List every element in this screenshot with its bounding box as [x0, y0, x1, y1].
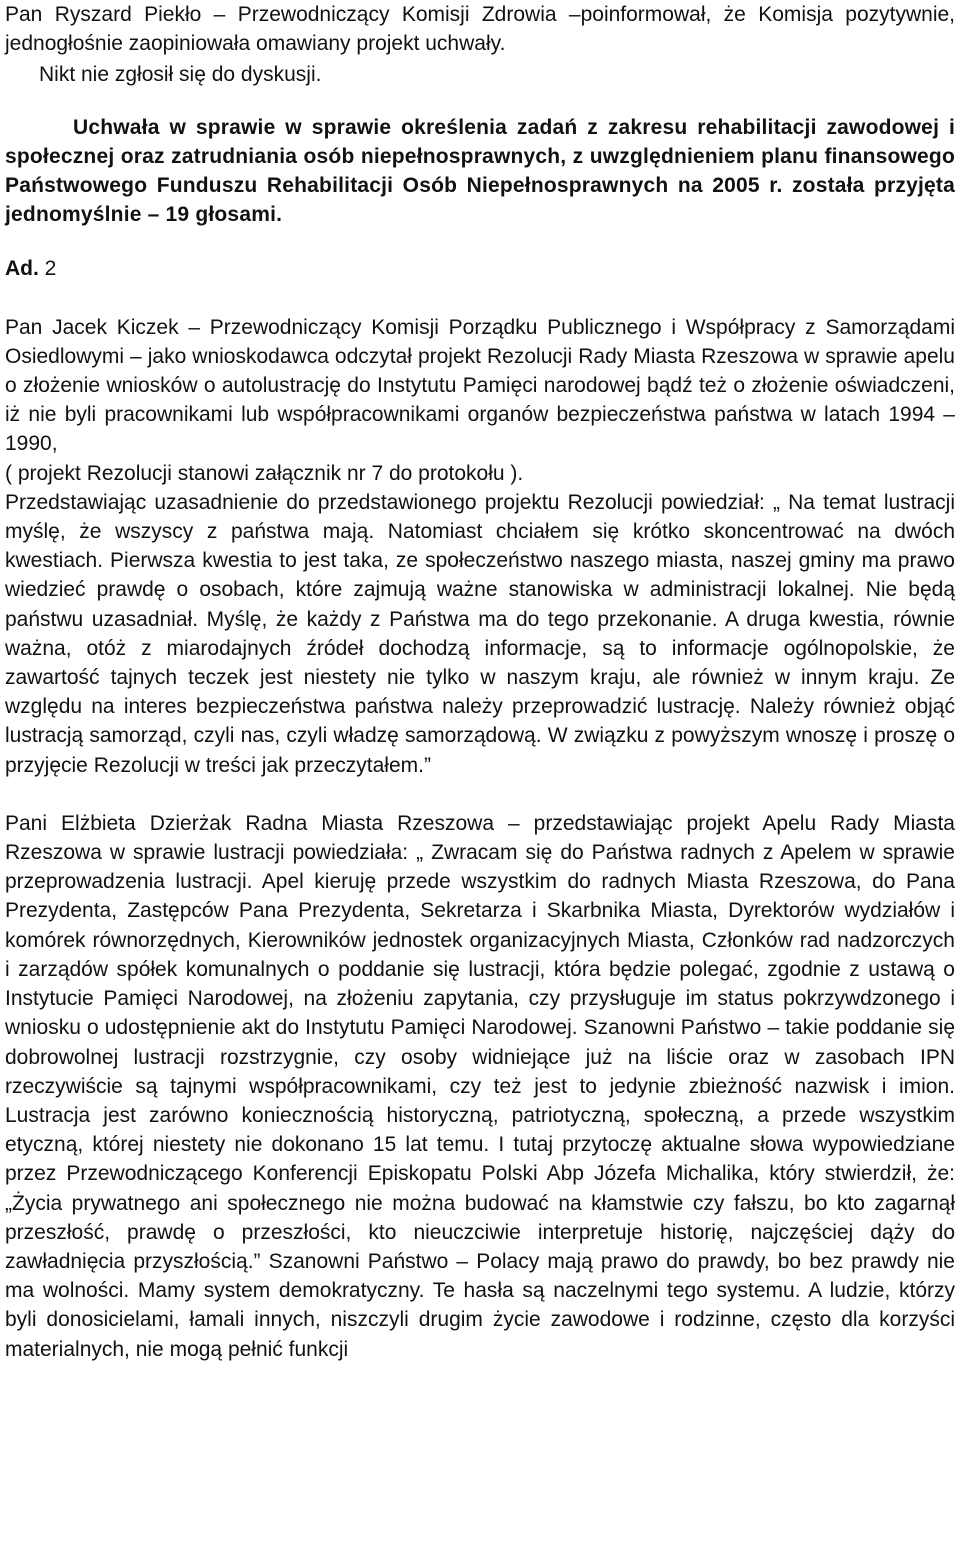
resolution-adopted-text: Uchwała w sprawie w sprawie określenia zadań z zakresu rehabilitacji zawodowej i społecznej oraz zatrudniania osób niepełnosprawnych, z uwzględnieniem planu finansowego Państwowego Funduszu Rehabilitacji Osób Niepełnosprawnych na 2005 r. została przyjęta jednomyślnie – 19 głosami. — [5, 115, 955, 227]
agenda-item-heading — [5, 254, 955, 283]
paragraph-no-discussion: Nikt nie zgłosił się do dyskusji. — [39, 63, 322, 87]
agenda-item-label: Ad. — [5, 257, 39, 281]
document-page — [5, 0, 955, 1364]
agenda-item-number: 2 — [44, 257, 57, 281]
paragraph-appeal-speech: Pani Elżbieta Dzierżak Radna Miasta Rzeszowa – przedstawiając projekt Apelu Rady Miasta Rzeszowa w sprawie lustracji powiedziała: „ Zwracam się do Państwa radnych z Apelem w sprawie przeprowadzenia lustracji. Apel kieruję przede wszystkim do radnych Miasta Rzeszowa, do Pana Prezydenta, Zastępców Pana Prezydenta, Sekretarza i Skarbnika Miasta, Dyrektorów wydziałów i komórek równorzędnych, Kierowników jednostek organizacyjnych Miasta, Członków rad nadzorczych i zarządów spółek komunalnych o poddanie się lustracji, która będzie polegać, zgodnie z ustawą o Instytucie Pamięci Narodowej, na złożeniu zapytania, czy przysługuje im status pokrzywdzonego i wniosku o udostępnienie akt do Instytutu Pamięci Narodowej. Szanowni Państwo – takie poddanie się dobrowolnej lustracji rozstrzygnie, czy osoby widniejące już na liście oraz w zasobach IPN rzeczywiście są tajnymi współpracownikami, czy też jest to jedynie zbieżność nazwisk i imion. Lustracja jest zarówno koniecznością historyczną, patriotyczną, społeczną, a przede wszystkim etyczną, której niestety nie dokonano 15 lat temu. I tutaj przytoczę aktualne słowa wypowiedziane przez Przewodniczącego Konferencji Episkopatu Polski Abp Józefa Michalika, który stwierdził, że: „Życia prywatnego ani społecznego nie można budować na kłamstwie czy fałszu, bo kto zagarnął przeszłość, prawdę o przeszłości, kto nieuczciwie interpretuje historię, najczęściej dąży do zawładnięcia przyszłością.” Szanowni Państwo – Polacy mają prawo do prawdy, bo bez prawdy nie ma wolności. Mamy system demokratyczny. Te hasła są naczelnymi tego systemu. A ludzie, którzy byli donosicielami, łamali innych, niszczyli drugim życie zawodowe i rodzinne, często dla korzyści materialnych, nie mogą pełnić funkcji — [5, 811, 955, 1361]
paragraph-resolution-reading: Pan Jacek Kiczek – Przewodniczący Komisji Porządku Publicznego i Współpracy z Samorządami Osiedlowymi – jako wnioskodawca odczytał projekt Rezolucji Rady Miasta Rzeszowa w sprawie apelu o złożenie wniosków o autolustrację do Instytutu Pamięci narodowej bądź też o złożenie oświadczeni, iż nie byli pracownikami lub współpracownikami organów bezpieczeństwa państwa w latach 1994 – 1990, — [5, 315, 955, 456]
paragraph-committee-opinion: Pan Ryszard Piekło – Przewodniczący Komisji Zdrowia –poinformował, że Komisja pozytywnie, jednogłośnie zaopiniowała omawiany projekt uchwały. — [5, 3, 955, 56]
paragraph-attachment-note: ( projekt Rezolucji stanowi załącznik nr 7 do protokołu ). — [5, 461, 524, 485]
paragraph-justification: Przedstawiając uzasadnienie do przedstawionego projektu Rezolucji powiedział: „ Na temat lustracji myślę, że wszyscy z państwa mają. Natomiast chciałem się krótko skoncentrować na dwóch kwestiach. Pierwsza kwestia to jest taka, ze społeczeństwo naszego miasta, naszej gminy ma prawo wiedzieć prawdę o osobach, które zajmują ważne stanowiska w administracji lokalnej. Nie będą państwu uzasadniał. Myślę, że każdy z Państwa ma do tego przekonanie. A druga kwestia, równie ważna, otóż z miarodajnych źródeł dochodzą informacje, są to informacje ogólnopolskie, że zawartość tajnych teczek jest niestety nie tylko w naszym kraju, ale również w innym kraju. Ze względu na interes bezpieczeństwa państwa należy przeprowadzić lustrację. Należy również objąć lustracją samorząd, czyli nas, czyli władzę samorządową. W związku z powyższym wnoszę i proszę o przyjęcie Rezolucji w treści jak przeczytałem.” — [5, 490, 955, 777]
